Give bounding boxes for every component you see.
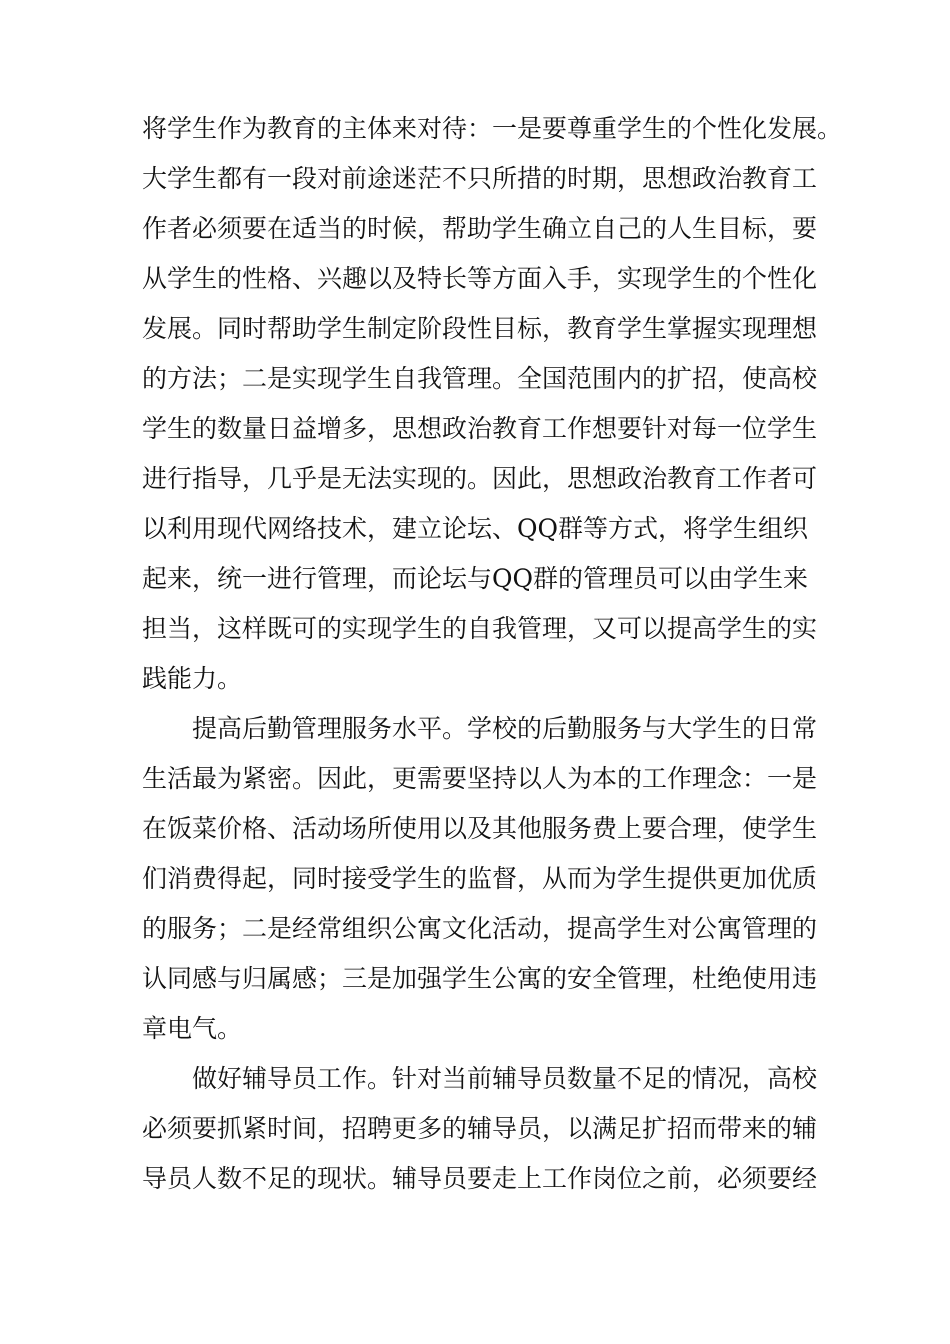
text-line: 导员人数不足的现状。辅导员要走上工作岗位之前，必须要经 <box>142 1164 818 1193</box>
text-line: 践能力。 <box>142 664 243 693</box>
text-line: 以利用现代网络技术，建立论坛、QQ群等方式，将学生组织 <box>142 514 808 543</box>
paragraph-start-line: 提高后勤管理服务水平。学校的后勤服务与大学生的日常 <box>192 714 818 743</box>
text-line: 们消费得起，同时接受学生的监督，从而为学生提供更加优质 <box>142 864 818 893</box>
text-line: 必须要抓紧时间，招聘更多的辅导员，以满足扩招而带来的辅 <box>142 1114 818 1143</box>
text-line: 认同感与归属感；三是加强学生公寓的安全管理，杜绝使用违 <box>142 964 818 993</box>
text-line: 将学生作为教育的主体来对待：一是要尊重学生的个性化发展。 <box>142 114 843 143</box>
text-line: 进行指导，几乎是无法实现的。因此，思想政治教育工作者可 <box>142 464 818 493</box>
text-line: 的方法；二是实现学生自我管理。全国范围内的扩招，使高校 <box>142 364 818 393</box>
text-line: 在饭菜价格、活动场所使用以及其他服务费上要合理，使学生 <box>142 814 818 843</box>
text-line: 作者必须要在适当的时候，帮助学生确立自己的人生目标，要 <box>142 214 818 243</box>
text-line: 生活最为紧密。因此，更需要坚持以人为本的工作理念：一是 <box>142 764 818 793</box>
paragraph-start-line: 做好辅导员工作。针对当前辅导员数量不足的情况，高校 <box>192 1064 818 1093</box>
body-text <box>142 104 842 1204</box>
text-line: 担当，这样既可的实现学生的自我管理，又可以提高学生的实 <box>142 614 818 643</box>
text-line: 从学生的性格、兴趣以及特长等方面入手，实现学生的个性化 <box>142 264 818 293</box>
text-line: 学生的数量日益增多，思想政治教育工作想要针对每一位学生 <box>142 414 818 443</box>
text-line: 起来，统一进行管理，而论坛与QQ群的管理员可以由学生来 <box>142 564 808 593</box>
text-line: 的服务；二是经常组织公寓文化活动，提高学生对公寓管理的 <box>142 914 818 943</box>
text-line: 大学生都有一段对前途迷茫不只所措的时期，思想政治教育工 <box>142 164 818 193</box>
text-line: 章电气。 <box>142 1014 243 1043</box>
text-line: 发展。同时帮助学生制定阶段性目标，教育学生掌握实现理想 <box>142 314 818 343</box>
